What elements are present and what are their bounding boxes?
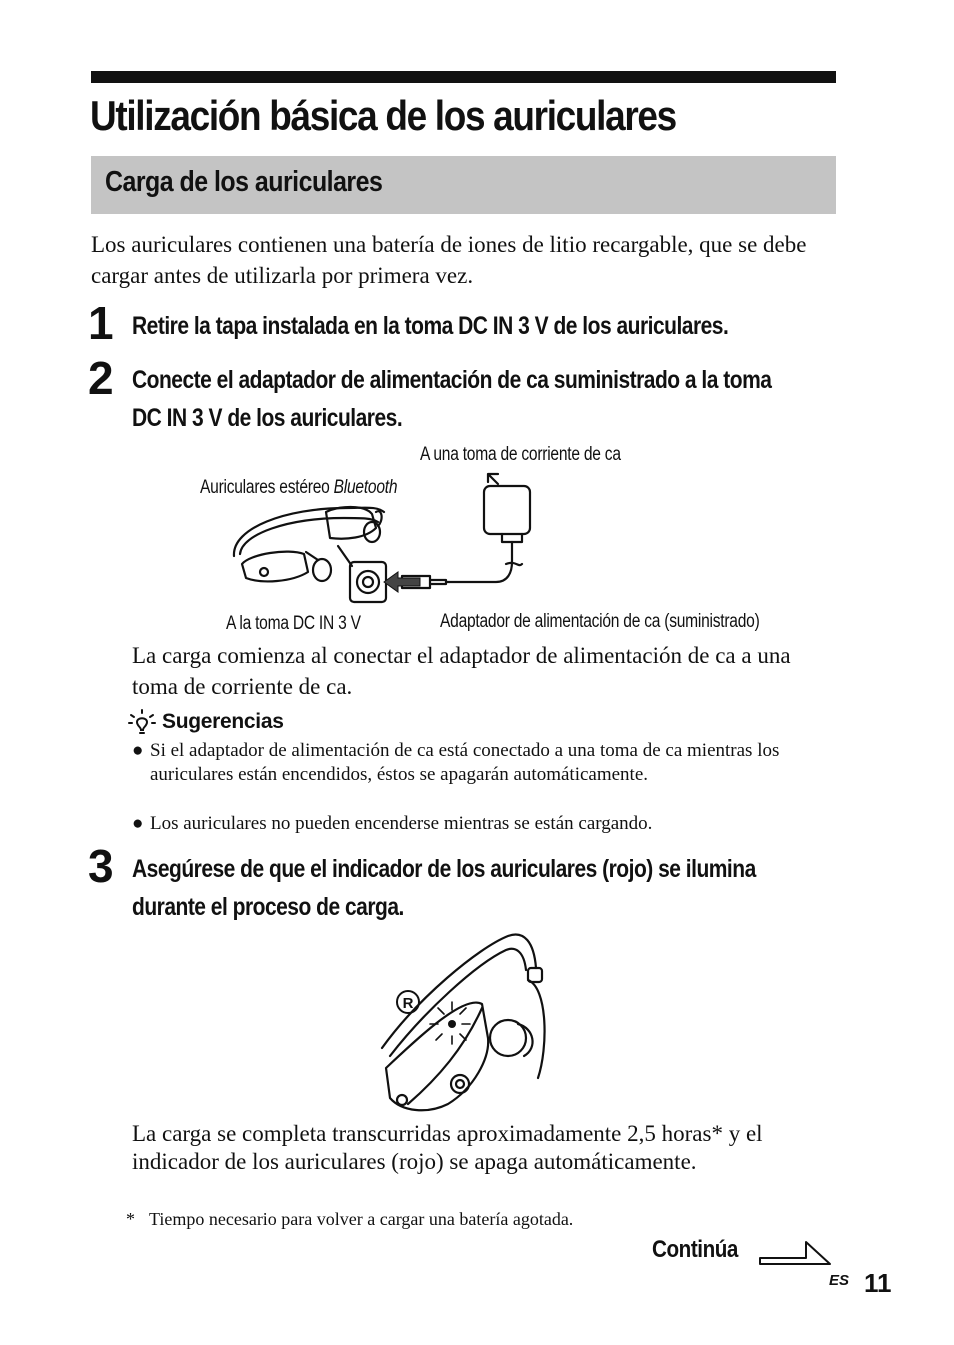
indicator-diagram <box>378 928 558 1114</box>
step-number-2: 2 <box>88 352 114 404</box>
language-code: ES <box>829 1272 850 1289</box>
label-adapter: Adaptador de alimentación de ca (suministrado) <box>440 611 760 632</box>
step-number-3: 3 <box>88 840 114 892</box>
dc-jack-outer <box>357 571 379 593</box>
headband-outline <box>234 508 384 556</box>
dc-jack-inner <box>363 577 373 587</box>
housing-button-outer <box>451 1075 469 1093</box>
left-button <box>260 568 268 576</box>
indicator-led <box>448 1020 456 1028</box>
label-headphones-italic: Bluetooth <box>333 477 398 498</box>
label-headphones-text: Auriculares estéreo <box>200 477 334 498</box>
charging-diagram <box>226 468 556 610</box>
dc-plug-tip <box>430 580 446 584</box>
housing-button-inner <box>456 1080 464 1088</box>
page-number: 11 <box>864 1268 892 1298</box>
step-text-1: Retire la tapa instalada en la toma DC IN 3 V de los auriculares. <box>132 312 729 340</box>
tip-item <box>132 739 812 787</box>
tip-text: Si el adaptador de alimentación de ca está conectado a una toma de ca mientras los auriculares están encendidos, éstos se apagarán automáticamente. <box>150 740 780 785</box>
footnote <box>126 1209 573 1230</box>
left-stem <box>306 552 318 560</box>
adapter-arrow <box>488 474 498 484</box>
continue-arrow-icon <box>758 1238 834 1268</box>
footnote-mark: * <box>126 1209 135 1229</box>
hook <box>528 980 545 1078</box>
left-housing <box>242 552 308 582</box>
ac-adapter <box>484 486 530 534</box>
step-text-2: Conecte el adaptador de alimentación de ca suministrado a la toma DC IN 3 V de los auriculares. <box>132 366 772 432</box>
continues-label: Continúa <box>652 1236 738 1263</box>
adapter-neck <box>502 534 522 542</box>
r-mark: R <box>402 995 414 1012</box>
intro-paragraph: Los auriculares contienen una batería de iones de litio recargable, que se debe cargar antes de utilizarla por primera vez. <box>91 232 807 288</box>
dc-jack-box <box>350 562 386 602</box>
lightbulb-icon <box>128 708 156 738</box>
callout-line <box>338 546 352 566</box>
charge-start-text: La carga comienza al conectar el adaptador de alimentación de ca a una toma de corriente de ca. <box>132 643 791 699</box>
adapter-cable <box>446 542 512 582</box>
step-text-3: Asegúrese de que el indicador de los auriculares (rojo) se ilumina durante el proceso de carga. <box>132 855 756 921</box>
tip-text: Los auriculares no pueden encenderse mientras se están cargando. <box>150 813 653 834</box>
left-earbud <box>313 559 331 581</box>
tip-bullet: ● <box>132 813 144 834</box>
section-title: Carga de los auriculares <box>105 166 383 198</box>
top-rule <box>91 71 836 83</box>
label-dc-in: A la toma DC IN 3 V <box>226 613 361 634</box>
tip-bullet: ● <box>132 740 144 761</box>
charge-complete-text: La carga se completa transcurridas aproximadamente 2,5 horas* y el indicador de los auriculares (rojo) se apaga automáticamente. <box>132 1121 763 1174</box>
label-outlet: A una toma de corriente de ca <box>420 444 621 465</box>
footnote-text: Tiempo necesario para volver a cargar una batería agotada. <box>149 1209 574 1229</box>
tips-title: Sugerencias <box>162 710 284 733</box>
step-number-1: 1 <box>88 297 114 349</box>
tip-item <box>132 812 812 836</box>
small-knob <box>397 1095 407 1105</box>
page-title: Utilización básica de los auriculares <box>90 92 676 139</box>
cable-kink <box>506 563 522 565</box>
